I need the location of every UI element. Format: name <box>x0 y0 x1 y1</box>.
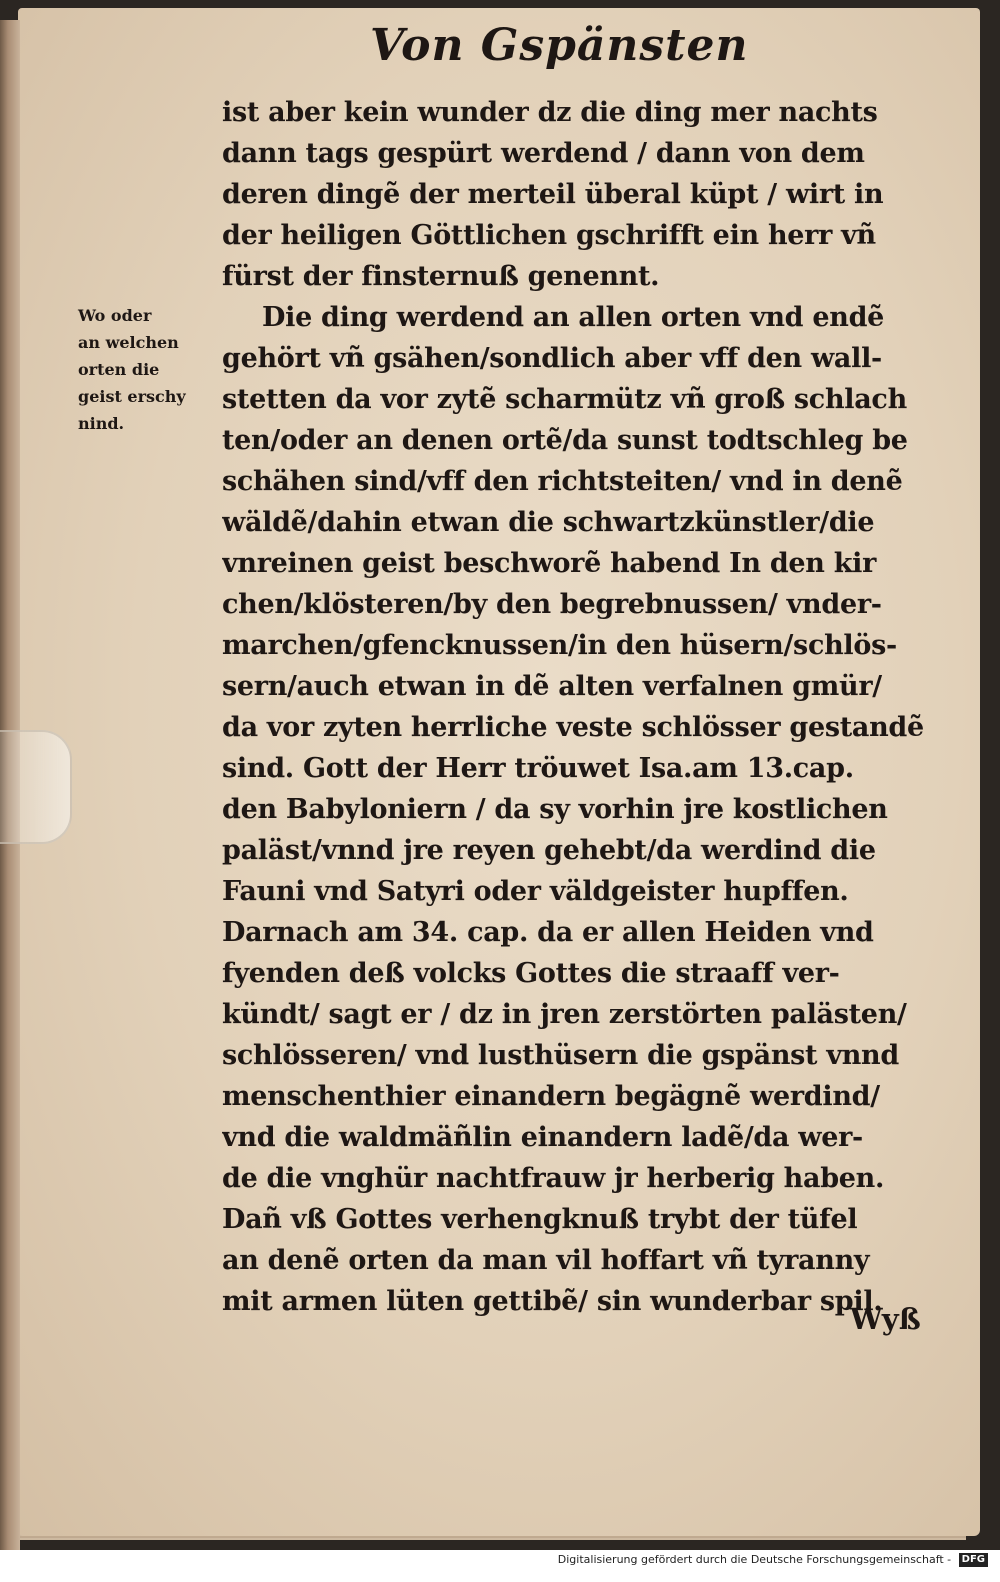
text-line: menschenthier einandern begägnẽ werdind/ <box>222 1081 880 1112</box>
dfg-logo-icon: DFG <box>959 1553 988 1567</box>
text-line: gehört vñ gsähen/sondlich aber vff den wall- <box>222 343 882 374</box>
text-line: deren dingẽ der merteil überal küpt / wirt in <box>222 179 884 210</box>
binding-clip <box>0 730 72 844</box>
text-line: mit armen lüten gettibẽ/ sin wunderbar spil. <box>222 1286 883 1317</box>
text-line: chen/klösteren/by den begrebnussen/ vnder- <box>222 589 882 620</box>
credit-text: Digitalisierung gefördert durch die Deutsche Forschungsgemeinschaft - <box>557 1553 952 1566</box>
text-line: stetten da vor zytẽ scharmütz vñ groß schlach <box>222 384 907 415</box>
text-line: den Babyloniern / da sy vorhin jre kostlichen <box>222 794 888 825</box>
text-line: paläst/vnnd jre reyen gehebt/da werdind die <box>222 835 876 866</box>
text-line: vnd die waldmäñlin einandern ladẽ/da wer- <box>222 1122 863 1153</box>
text-line: fürst der finsternuß genennt. <box>222 261 660 292</box>
text-line: dann tags gespürt werdend / dann von dem <box>222 138 865 169</box>
text-line: wäldẽ/dahin etwan die schwartzkünstler/die <box>222 507 875 538</box>
text-line: ten/oder an denen ortẽ/da sunst todtschleg be <box>222 425 908 456</box>
margin-note-line: Wo oder <box>78 306 152 325</box>
text-line: an denẽ orten da man vil hoffart vñ tyranny <box>222 1245 870 1276</box>
margin-note-line: geist erschy <box>78 387 186 406</box>
text-line: Dañ vß Gottes verhengknuß trybt der tüfel <box>222 1204 858 1235</box>
text-line: schähen sind/vff den richtsteiten/ vnd in denẽ <box>222 466 903 497</box>
margin-note <box>78 302 218 437</box>
margin-note-line: an welchen <box>78 333 179 352</box>
text-line: de die vnghür nachtfrauw jr herberig haben. <box>222 1163 885 1194</box>
text-line: marchen/gfencknussen/in den hüsern/schlös- <box>222 630 897 661</box>
paragraph-start-line: Die ding werdend an allen orten vnd endẽ <box>262 302 885 333</box>
margin-note-line: nind. <box>78 414 125 433</box>
text-line: der heiligen Göttlichen gschrifft ein herr vñ <box>222 220 876 251</box>
text-line: Fauni vnd Satyri oder väldgeister hupffen. <box>222 876 849 907</box>
body-text <box>222 92 942 1322</box>
catchword: Wyß <box>850 1302 921 1336</box>
text-line: da vor zyten herrliche veste schlösser gestandẽ <box>222 712 924 743</box>
running-head: Von Gspänsten <box>370 20 749 71</box>
margin-note-line: orten die <box>78 360 160 379</box>
text-line: Darnach am 34. cap. da er allen Heiden vnd <box>222 917 874 948</box>
text-line: fyenden deß volcks Gottes die straaff ver- <box>222 958 840 989</box>
text-line: vnreinen geist beschworẽ habend In den kir <box>222 548 877 579</box>
text-line: sern/auch etwan in dẽ alten verfalnen gmür/ <box>222 671 882 702</box>
text-line: schlösseren/ vnd lusthüsern die gspänst vnnd <box>222 1040 899 1071</box>
text-line: sind. Gott der Herr tröuwet Isa.am 13.cap. <box>222 753 854 784</box>
text-line: kündt/ sagt er / dz in jren zerstörten palästen/ <box>222 999 907 1030</box>
digitization-credit <box>558 1553 988 1567</box>
text-line: ist aber kein wunder dz die ding mer nachts <box>222 97 878 128</box>
